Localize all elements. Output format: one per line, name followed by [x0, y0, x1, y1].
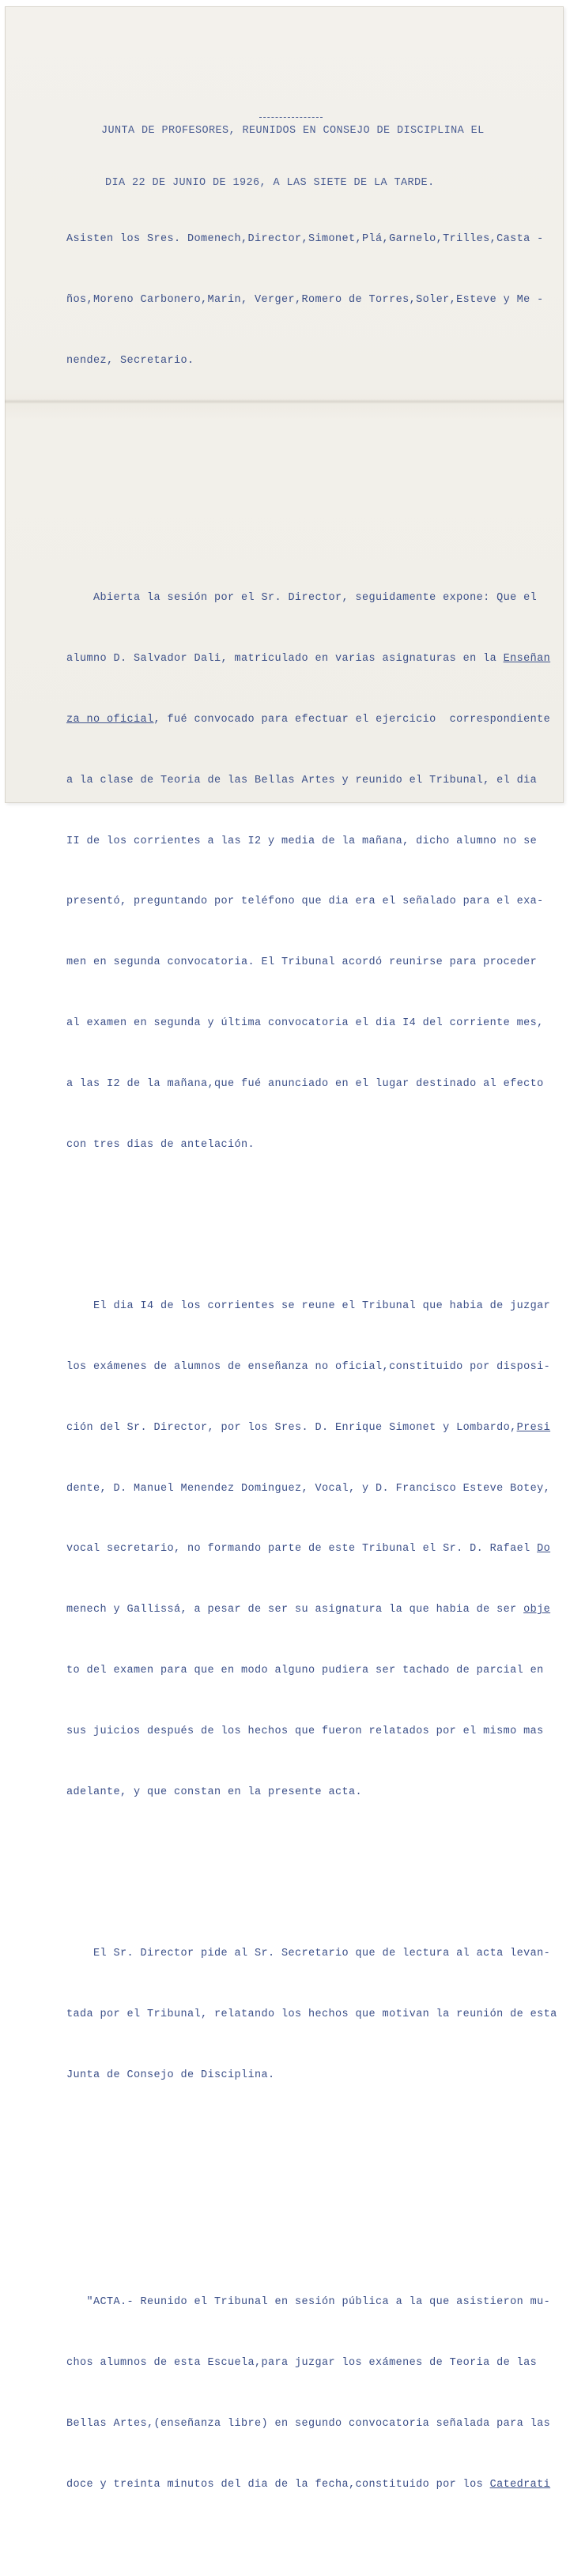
text-line: El dia I4 de los corrientes se reune el Tribunal que habia de juzgar — [66, 1300, 551, 1313]
text-line: Bellas Artes,(enseñanza libre) en segundo convocatoria señalada para las — [66, 2417, 551, 2430]
underlined-text: Enseñan — [503, 653, 551, 666]
text-line: to del examen para que en modo alguno pudiera ser tachado de parcial en — [66, 1664, 544, 1676]
text-line: men en segunda convocatoria. El Tribunal acordó reunirse para proceder — [66, 956, 538, 969]
attendees-line: ños,Moreno Carbonero,Marin, Verger,Romero de Torres,Soler,Esteve y Me - — [66, 294, 544, 307]
text-line: al examen en segunda y última convocatoria el dia I4 del corriente mes, — [66, 1016, 544, 1029]
text-line — [66, 649, 557, 669]
heading-underline-rule — [259, 117, 323, 118]
text-line — [66, 710, 557, 730]
paragraph-1 — [66, 548, 557, 1195]
text-segment: menech y Gallissá, a pesar de ser su asignatura la que habia de ser — [66, 1604, 524, 1616]
underlined-text: Catedrati — [489, 2478, 551, 2491]
attendees-paragraph — [66, 189, 557, 412]
underlined-text: za no oficial — [66, 714, 154, 726]
text-segment: ción del Sr. Director, por los Sres. D. Enrique Simonet y Lombardo, — [66, 1421, 517, 1434]
paragraph-4-acta — [66, 2252, 557, 2535]
text-line: dente, D. Manuel Menendez Dominguez, Vocal, y D. Francisco Esteve Botey, — [66, 1482, 551, 1495]
text-line: con tres dias de antelación. — [66, 1138, 255, 1151]
text-line — [66, 2475, 557, 2495]
paragraph-3 — [66, 1903, 557, 2126]
text-line: Abierta la sesión por el Sr. Director, seguidamente expone: Que el — [66, 592, 538, 605]
text-line: adelante, y que constan en la presente acta. — [66, 1786, 363, 1798]
heading-line-1: JUNTA DE PROFESORES, REUNIDOS EN CONSEJO DE DISCIPLINA EL — [101, 125, 485, 137]
typewritten-page — [5, 6, 564, 2491]
underlined-text: obje — [523, 1604, 551, 1616]
text-line: presentó, preguntando por teléfono que dia era el señalado para el exa- — [66, 896, 544, 908]
attendees-line: Asisten los Sres. Domenech,Director,Simonet,Plá,Garnelo,Trilles,Casta - — [66, 233, 544, 246]
text-line: Junta de Consejo de Disciplina. — [66, 2069, 275, 2081]
text-line: a las I2 de la mañana,que fué anunciado en el lugar destinado al efecto — [66, 1077, 544, 1090]
text-line — [66, 1418, 557, 1439]
text-line: tada por el Tribunal, relatando los hechos que motivan la reunión de esta — [66, 2008, 557, 2021]
text-line: chos alumnos de esta Escuela,para juzgar los exámenes de Teoria de las — [66, 2357, 538, 2370]
text-segment: doce y treinta minutos del dia de la fecha,constituido por los — [66, 2478, 490, 2491]
paragraph-2 — [66, 1256, 557, 1842]
text-line — [66, 1600, 557, 1620]
text-segment: vocal secretario, no formando parte de este Tribunal el Sr. D. Rafael — [66, 1543, 538, 1556]
text-line: sus juicios después de los hechos que fueron relatados por el mismo mas — [66, 1725, 544, 1737]
text-segment: , fué convocado para efectuar el ejercicio correspondiente — [153, 714, 551, 726]
text-line — [66, 1539, 557, 1560]
attendees-line: nendez, Secretario. — [66, 354, 194, 367]
underlined-text: Do — [537, 1543, 551, 1556]
document-body — [66, 149, 557, 2576]
underlined-text: Presi — [516, 1421, 551, 1434]
text-line: El Sr. Director pide al Sr. Secretario que de lectura al acta levan- — [66, 1948, 551, 1960]
heading-line-2: DIA 22 DE JUNIO DE 1926, A LAS SIETE DE LA TARDE. — [105, 177, 435, 189]
text-line: a la clase de Teoria de las Bellas Artes y reunido el Tribunal, el dia — [66, 774, 538, 786]
text-line: II de los corrientes a las I2 y media de la mañana, dicho alumno no se — [66, 835, 538, 847]
text-line: los exámenes de alumnos de enseñanza no oficial,constituido por disposi- — [66, 1361, 551, 1374]
text-line: "ACTA.- Reunido el Tribunal en sesión pública a la que asistieron mu- — [66, 2296, 551, 2309]
text-segment: alumno D. Salvador Dali, matriculado en varias asignaturas en la — [66, 653, 504, 666]
